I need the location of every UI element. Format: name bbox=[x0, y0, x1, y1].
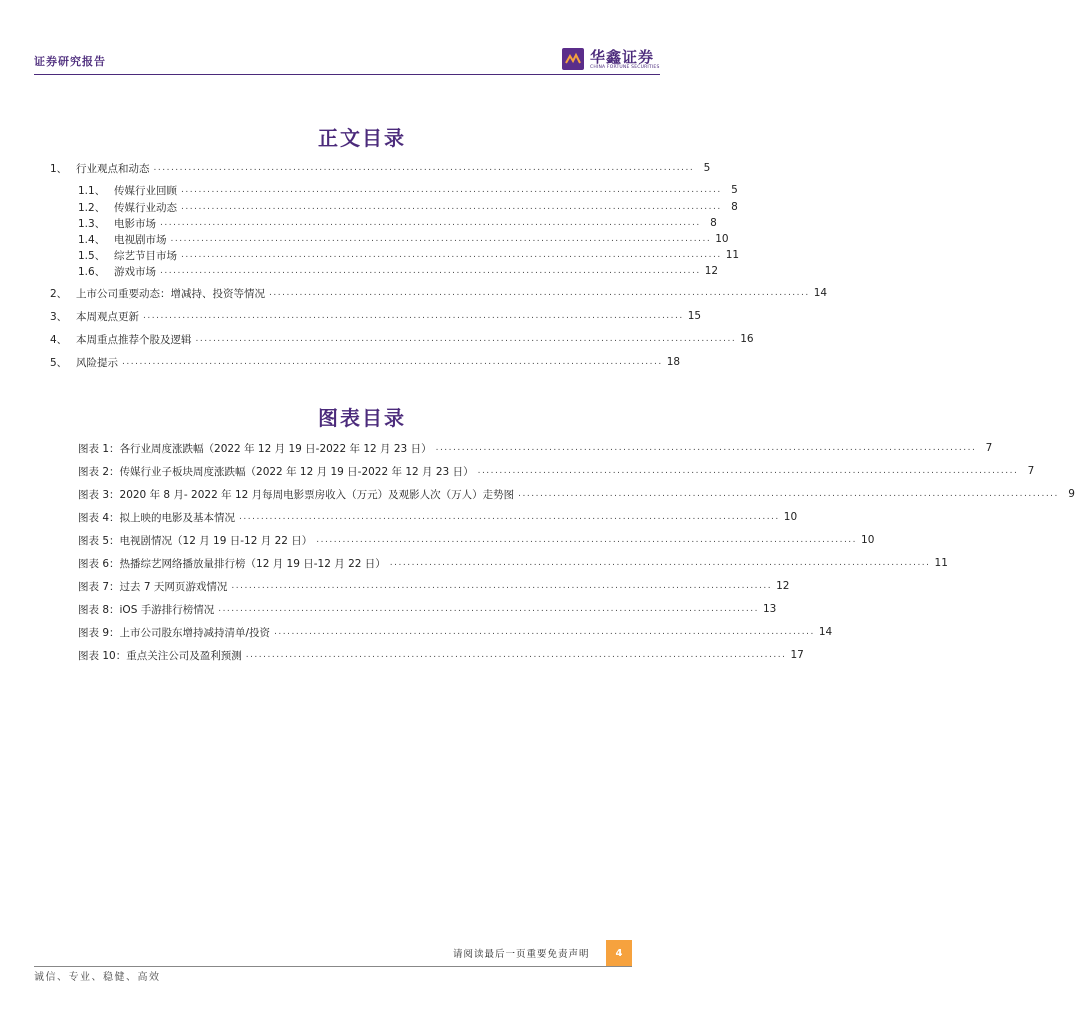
toc-text: 上市公司重要动态：增减持、投资等情况 bbox=[76, 287, 265, 300]
toc-text: 本周观点更新 bbox=[76, 310, 139, 323]
toc-page: 12 bbox=[704, 265, 719, 277]
toc-leader: ............................................................................................................................ bbox=[245, 650, 787, 660]
figure-toc-row[interactable] bbox=[78, 601, 777, 617]
toc-text: 本周重点推荐个股及逻辑 bbox=[76, 333, 192, 346]
figure-toc-text: 图表 2：传媒行业子板块周度涨跌幅（2022 年 12 月 19 日-2022 年 12 月 23 日） bbox=[78, 465, 474, 478]
toc-leader: ............................................................................................................................ bbox=[181, 202, 722, 212]
toc-page: 16 bbox=[740, 333, 754, 345]
toc-row[interactable] bbox=[50, 285, 828, 301]
toc-leader: ............................................................................................................................ bbox=[389, 558, 931, 568]
toc-text: 电视剧市场 bbox=[114, 233, 167, 246]
toc-leader: ............................................................................................................................ bbox=[477, 466, 1019, 476]
toc-leader: ............................................................................................................................ bbox=[143, 311, 684, 321]
toc-leader: ............................................................................................................................ bbox=[181, 185, 722, 195]
figure-toc-text: 图表 1：各行业周度涨跌幅（2022 年 12 月 19 日-2022 年 12 月 23 日） bbox=[78, 442, 432, 455]
company-logo bbox=[562, 46, 672, 74]
toc-row[interactable] bbox=[78, 182, 738, 198]
figure-toc-text: 图表 9：上市公司股东增持减持清单/投资 bbox=[78, 626, 271, 639]
toc-row[interactable] bbox=[78, 231, 729, 247]
figure-toc-text: 图表 4：拟上映的电影及基本情况 bbox=[78, 511, 236, 524]
toc-leader: ............................................................................................................................ bbox=[316, 535, 858, 545]
toc-number: 3、 bbox=[50, 310, 68, 323]
figure-toc-row[interactable] bbox=[78, 578, 790, 594]
figure-toc-text: 图表 8：iOS 手游排行榜情况 bbox=[78, 603, 215, 616]
toc-leader: ............................................................................................................................ bbox=[181, 250, 722, 260]
toc-text: 风险提示 bbox=[76, 356, 118, 369]
toc-row[interactable] bbox=[50, 308, 702, 324]
toc-row[interactable] bbox=[50, 160, 711, 176]
report-label: 证券研究报告 bbox=[34, 55, 106, 68]
toc-leader: ............................................................................................................................ bbox=[218, 604, 759, 614]
toc-page: 7 bbox=[1027, 465, 1035, 477]
figure-toc-row[interactable] bbox=[78, 463, 1035, 479]
toc-leader: ............................................................................................................................ bbox=[231, 581, 773, 591]
logo-subtitle: CHINA FORTUNE SECURITIES bbox=[590, 65, 660, 70]
toc-page: 10 bbox=[783, 511, 798, 523]
toc-text: 行业观点和动态 bbox=[76, 162, 150, 175]
toc-leader: ............................................................................................................................ bbox=[160, 218, 701, 228]
toc-leader: ............................................................................................................................ bbox=[160, 266, 701, 276]
toc-page: 9 bbox=[1068, 488, 1075, 500]
figure-toc-title: 图表目录 bbox=[318, 406, 406, 430]
figure-toc-row[interactable] bbox=[78, 647, 804, 663]
toc-page: 13 bbox=[762, 603, 777, 615]
toc-row[interactable] bbox=[78, 263, 719, 279]
toc-page: 7 bbox=[985, 442, 993, 454]
toc-number: 1.6、 bbox=[78, 265, 106, 278]
page-number: 4 bbox=[606, 940, 632, 966]
header-divider bbox=[34, 74, 660, 75]
toc-number: 1、 bbox=[50, 162, 68, 175]
toc-page: 12 bbox=[776, 580, 790, 592]
figure-toc-text: 图表 7：过去 7 天网页游戏情况 bbox=[78, 580, 228, 593]
toc-text: 综艺节目市场 bbox=[114, 249, 177, 262]
toc-text: 传媒行业回顾 bbox=[114, 184, 177, 197]
toc-number: 1.2、 bbox=[78, 201, 106, 214]
toc-leader: ............................................................................................................................ bbox=[435, 443, 977, 453]
figure-toc-row[interactable] bbox=[78, 440, 993, 456]
figure-toc-row[interactable] bbox=[78, 532, 875, 548]
toc-leader: ............................................................................................................................ bbox=[122, 357, 663, 367]
toc-page: 11 bbox=[934, 557, 948, 569]
toc-page: 5 bbox=[703, 162, 711, 174]
figure-toc-text: 图表 5：电视剧情况（12 月 19 日-12 月 22 日） bbox=[78, 534, 313, 547]
toc-page: 8 bbox=[710, 217, 717, 229]
figure-toc-row[interactable] bbox=[78, 509, 798, 525]
figure-toc-text: 图表 10：重点关注公司及盈利预测 bbox=[78, 649, 242, 662]
toc-leader: ............................................................................................................................ bbox=[239, 512, 780, 522]
toc-number: 1.3、 bbox=[78, 217, 106, 230]
figure-toc-text: 图表 6：热播综艺网络播放量排行榜（12 月 19 日-12 月 22 日） bbox=[78, 557, 386, 570]
toc-page: 11 bbox=[725, 249, 740, 261]
footer-divider bbox=[34, 966, 632, 967]
figure-toc-row[interactable] bbox=[78, 486, 1075, 502]
toc-number: 4、 bbox=[50, 333, 68, 346]
toc-row[interactable] bbox=[50, 354, 681, 370]
toc-number: 1.1、 bbox=[78, 184, 106, 197]
toc-page: 15 bbox=[687, 310, 702, 322]
logo-name: 华鑫证券 bbox=[590, 48, 655, 66]
toc-number: 2、 bbox=[50, 287, 68, 300]
figure-toc-row[interactable] bbox=[78, 555, 948, 571]
toc-page: 17 bbox=[790, 649, 804, 661]
toc-text: 游戏市场 bbox=[114, 265, 156, 278]
toc-page: 10 bbox=[861, 534, 875, 546]
toc-row[interactable] bbox=[78, 215, 717, 231]
toc-number: 5、 bbox=[50, 356, 68, 369]
logo-mark-icon bbox=[562, 48, 584, 70]
toc-leader: ............................................................................................................................ bbox=[170, 234, 712, 244]
toc-page: 14 bbox=[813, 287, 828, 299]
toc-text: 传媒行业动态 bbox=[114, 201, 177, 214]
toc-row[interactable] bbox=[78, 247, 740, 263]
toc-number: 1.4、 bbox=[78, 233, 106, 246]
toc-leader: ............................................................................................................................ bbox=[269, 288, 810, 298]
disclaimer-text: 请阅读最后一页重要免责声明 bbox=[453, 949, 590, 960]
toc-row[interactable] bbox=[50, 331, 754, 347]
toc-page: 10 bbox=[715, 233, 729, 245]
figure-toc-text: 图表 3：2020 年 8 月- 2022 年 12 月每周电影票房收入（万元）及观影人次（万人）走势图 bbox=[78, 488, 515, 501]
toc-number: 1.5、 bbox=[78, 249, 106, 262]
toc-leader: ............................................................................................................................ bbox=[274, 627, 815, 637]
toc-text: 电影市场 bbox=[114, 217, 156, 230]
toc-leader: ............................................................................................................................ bbox=[195, 334, 737, 344]
toc-page: 14 bbox=[818, 626, 833, 638]
toc-leader: ............................................................................................................................ bbox=[153, 163, 695, 173]
toc-leader: ............................................................................................................................ bbox=[518, 489, 1059, 499]
toc-row[interactable] bbox=[78, 199, 738, 215]
footer-motto: 诚信、专业、稳健、高效 bbox=[34, 972, 161, 983]
toc-page: 8 bbox=[731, 201, 738, 213]
figure-toc-row[interactable] bbox=[78, 624, 833, 640]
main-toc-title: 正文目录 bbox=[318, 126, 406, 150]
toc-page: 18 bbox=[666, 356, 681, 368]
toc-page: 5 bbox=[731, 184, 738, 196]
